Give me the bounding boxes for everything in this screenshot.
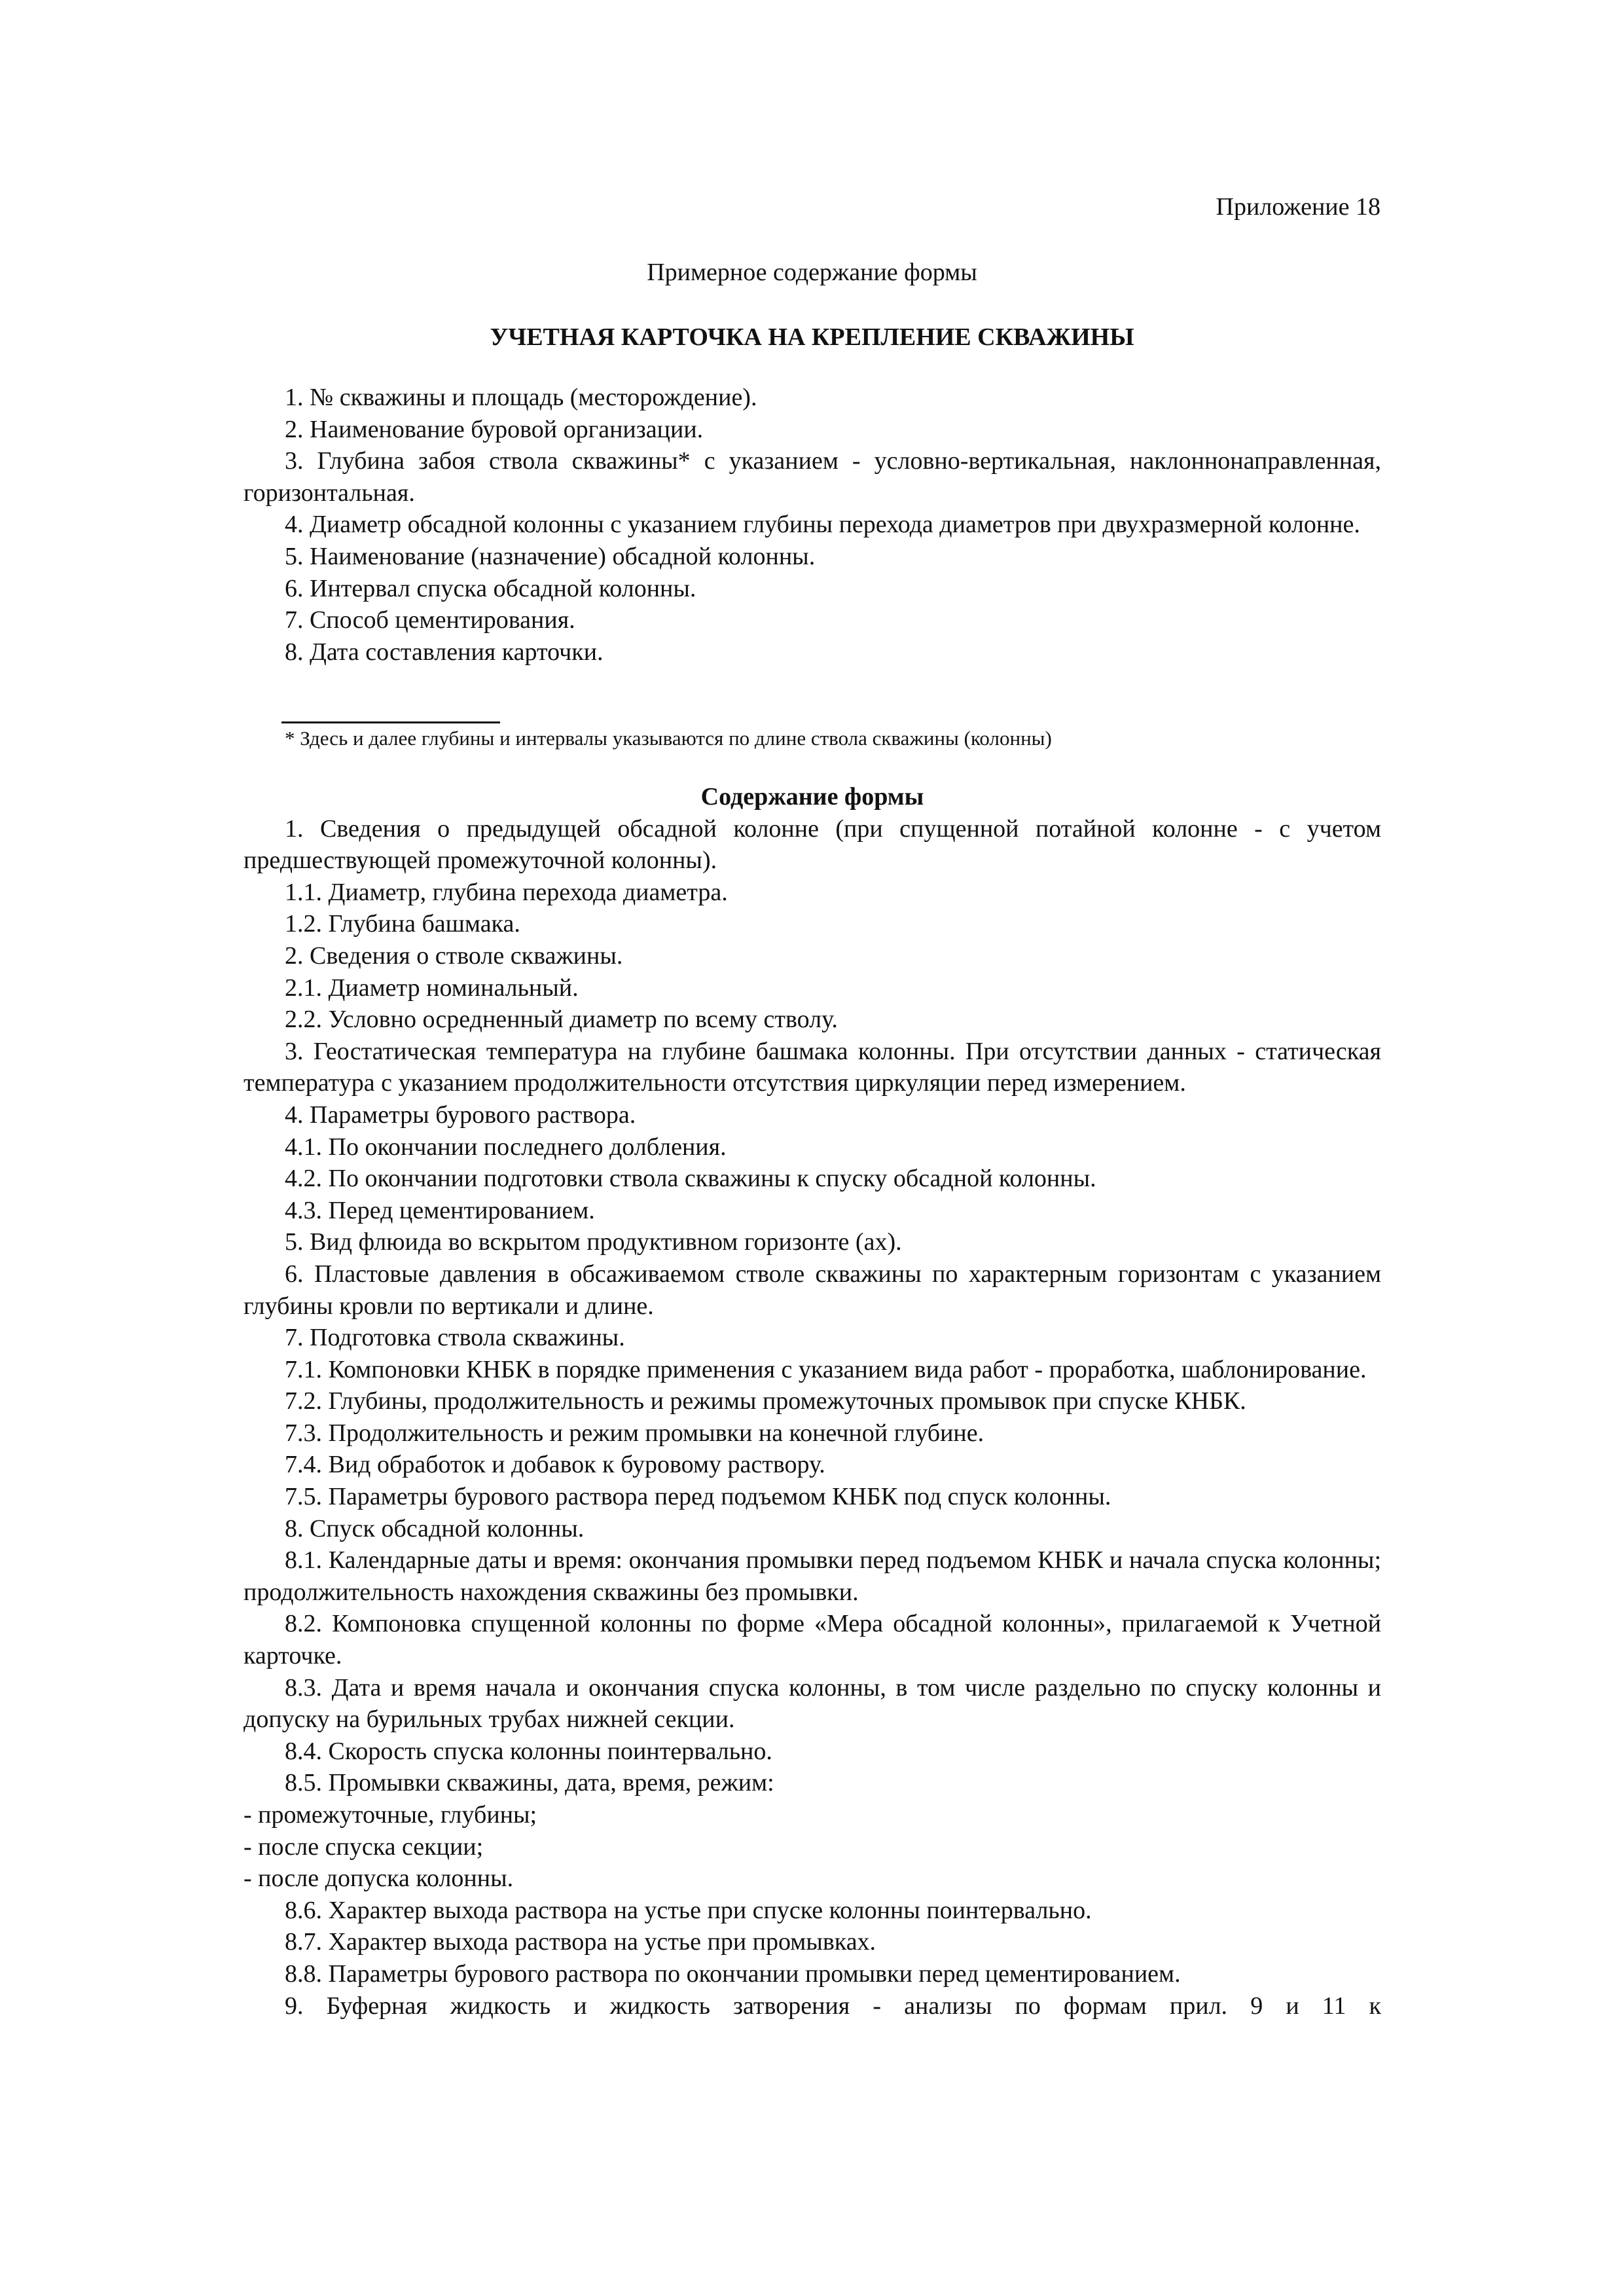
appendix-label: Приложение 18 bbox=[1216, 193, 1380, 221]
intro-item-6: 6. Интервал спуска обсадной колонны. bbox=[285, 574, 696, 602]
intro-item-4: 4. Диаметр обсадной колонны с указанием глубины перехода диаметров при двухразмерной колонне. bbox=[285, 511, 1360, 539]
intro-item-3: 3. Глубина забоя ствола скважины* с указанием - условно-вертикальная, наклоннонаправленная, горизонтальная. bbox=[244, 447, 1381, 507]
content-section bbox=[244, 781, 1381, 2022]
content-item: 3. Геостатическая температура на глубине башмака колонны. При отсутствии данных - статическая температура с указанием продолжительности отсутствия циркуляции перед измерением. bbox=[244, 1037, 1381, 1097]
content-item: 8. Спуск обсадной колонны. bbox=[285, 1514, 585, 1542]
content-item: 2.2. Условно осредненный диаметр по всему стволу. bbox=[285, 1006, 838, 1034]
intro-item-2: 2. Наименование буровой организации. bbox=[285, 415, 704, 443]
content-item: 7. Подготовка ствола скважины. bbox=[285, 1324, 625, 1352]
content-item: 7.2. Глубины, продолжительность и режимы промежуточных промывок при спуске КНБК. bbox=[285, 1387, 1246, 1415]
footnote-separator bbox=[281, 721, 500, 723]
content-item: 8.6. Характер выхода раствора на устье при спуске колонны поинтервально. bbox=[285, 1896, 1092, 1924]
content-item: 4.1. По окончании последнего долбления. bbox=[285, 1133, 727, 1161]
content-item: 8.2. Компоновка спущенной колонны по форме «Мера обсадной колонны», прилагаемой к Учетной карточке. bbox=[244, 1610, 1381, 1670]
content-item: 7.3. Продолжительность и режим промывки на конечной глубине. bbox=[285, 1419, 984, 1447]
intro-item-1: 1. № скважины и площадь (месторождение). bbox=[285, 384, 757, 411]
content-item: 1.1. Диаметр, глубина перехода диаметра. bbox=[285, 878, 728, 906]
content-item: - после спуска секции; bbox=[244, 1832, 484, 1861]
content-item: 1. Сведения о предыдущей обсадной колонне (при спущенной потайной колонне - с учетом предшествующей промежуточной колонны). bbox=[244, 814, 1381, 875]
content-item: 4. Параметры бурового раствора. bbox=[285, 1101, 636, 1129]
content-item: - промежуточные, глубины; bbox=[244, 1801, 537, 1829]
content-item: - после допуска колонны. bbox=[244, 1865, 514, 1893]
content-item: 8.1. Календарные даты и время: окончания промывки перед подъемом КНБК и начала спуска колонны; продолжительность нахождения скважины без промывки. bbox=[244, 1546, 1381, 1606]
content-item: 4.2. По окончании подготовки ствола скважины к спуску обсадной колонны. bbox=[285, 1165, 1096, 1193]
content-item: 2. Сведения о стволе скважины. bbox=[285, 941, 623, 970]
intro-item-8: 8. Дата составления карточки. bbox=[285, 638, 604, 666]
document-title: УЧЕТНАЯ КАРТОЧКА НА КРЕПЛЕНИЕ СКВАЖИНЫ bbox=[490, 323, 1134, 351]
intro-item-5: 5. Наименование (назначение) обсадной колонны. bbox=[285, 542, 816, 570]
content-item: 8.4. Скорость спуска колонны поинтервально. bbox=[285, 1737, 772, 1765]
intro-list bbox=[244, 382, 1381, 668]
content-item: 6. Пластовые давления в обсаживаемом стволе скважины по характерным горизонтам с указанием глубины кровли по вертикали и длине. bbox=[244, 1260, 1381, 1320]
content-item: 2.1. Диаметр номинальный. bbox=[285, 974, 579, 1002]
form-subtitle: Примерное содержание формы bbox=[647, 259, 977, 286]
content-item: 7.1. Компоновки КНБК в порядке применения с указанием вида работ - проработка, шаблонирование. bbox=[285, 1355, 1367, 1383]
content-item: 8.8. Параметры бурового раствора по окончании промывки перед цементированием. bbox=[285, 1959, 1181, 1988]
content-item: 5. Вид флюида во вскрытом продуктивном горизонте (ах). bbox=[285, 1228, 902, 1256]
content-item: 9. Буферная жидкость и жидкость затворения - анализы по формам прил. 9 и 11 к bbox=[285, 1992, 1381, 2020]
intro-item-7: 7. Способ цементирования. bbox=[285, 606, 575, 634]
footnote: * Здесь и далее глубины и интервалы указываются по длине ствола скважины (колонны) bbox=[285, 727, 1052, 750]
section-title: Содержание формы bbox=[700, 783, 924, 811]
content-item: 7.5. Параметры бурового раствора перед подъемом КНБК под спуск колонны. bbox=[285, 1483, 1111, 1511]
content-item: 8.7. Характер выхода раствора на устье при промывках. bbox=[285, 1928, 876, 1956]
content-item: 8.5. Промывки скважины, дата, время, режим: bbox=[285, 1769, 774, 1797]
content-item: 4.3. Перед цементированием. bbox=[285, 1196, 595, 1224]
content-item: 8.3. Дата и время начала и окончания спуска колонны, в том числе раздельно по спуску колонны и допуску на бурильных трубах нижней секции. bbox=[244, 1673, 1381, 1734]
content-item: 1.2. Глубина башмака. bbox=[285, 910, 520, 938]
content-item: 7.4. Вид обработок и добавок к буровому раствору. bbox=[285, 1451, 825, 1479]
